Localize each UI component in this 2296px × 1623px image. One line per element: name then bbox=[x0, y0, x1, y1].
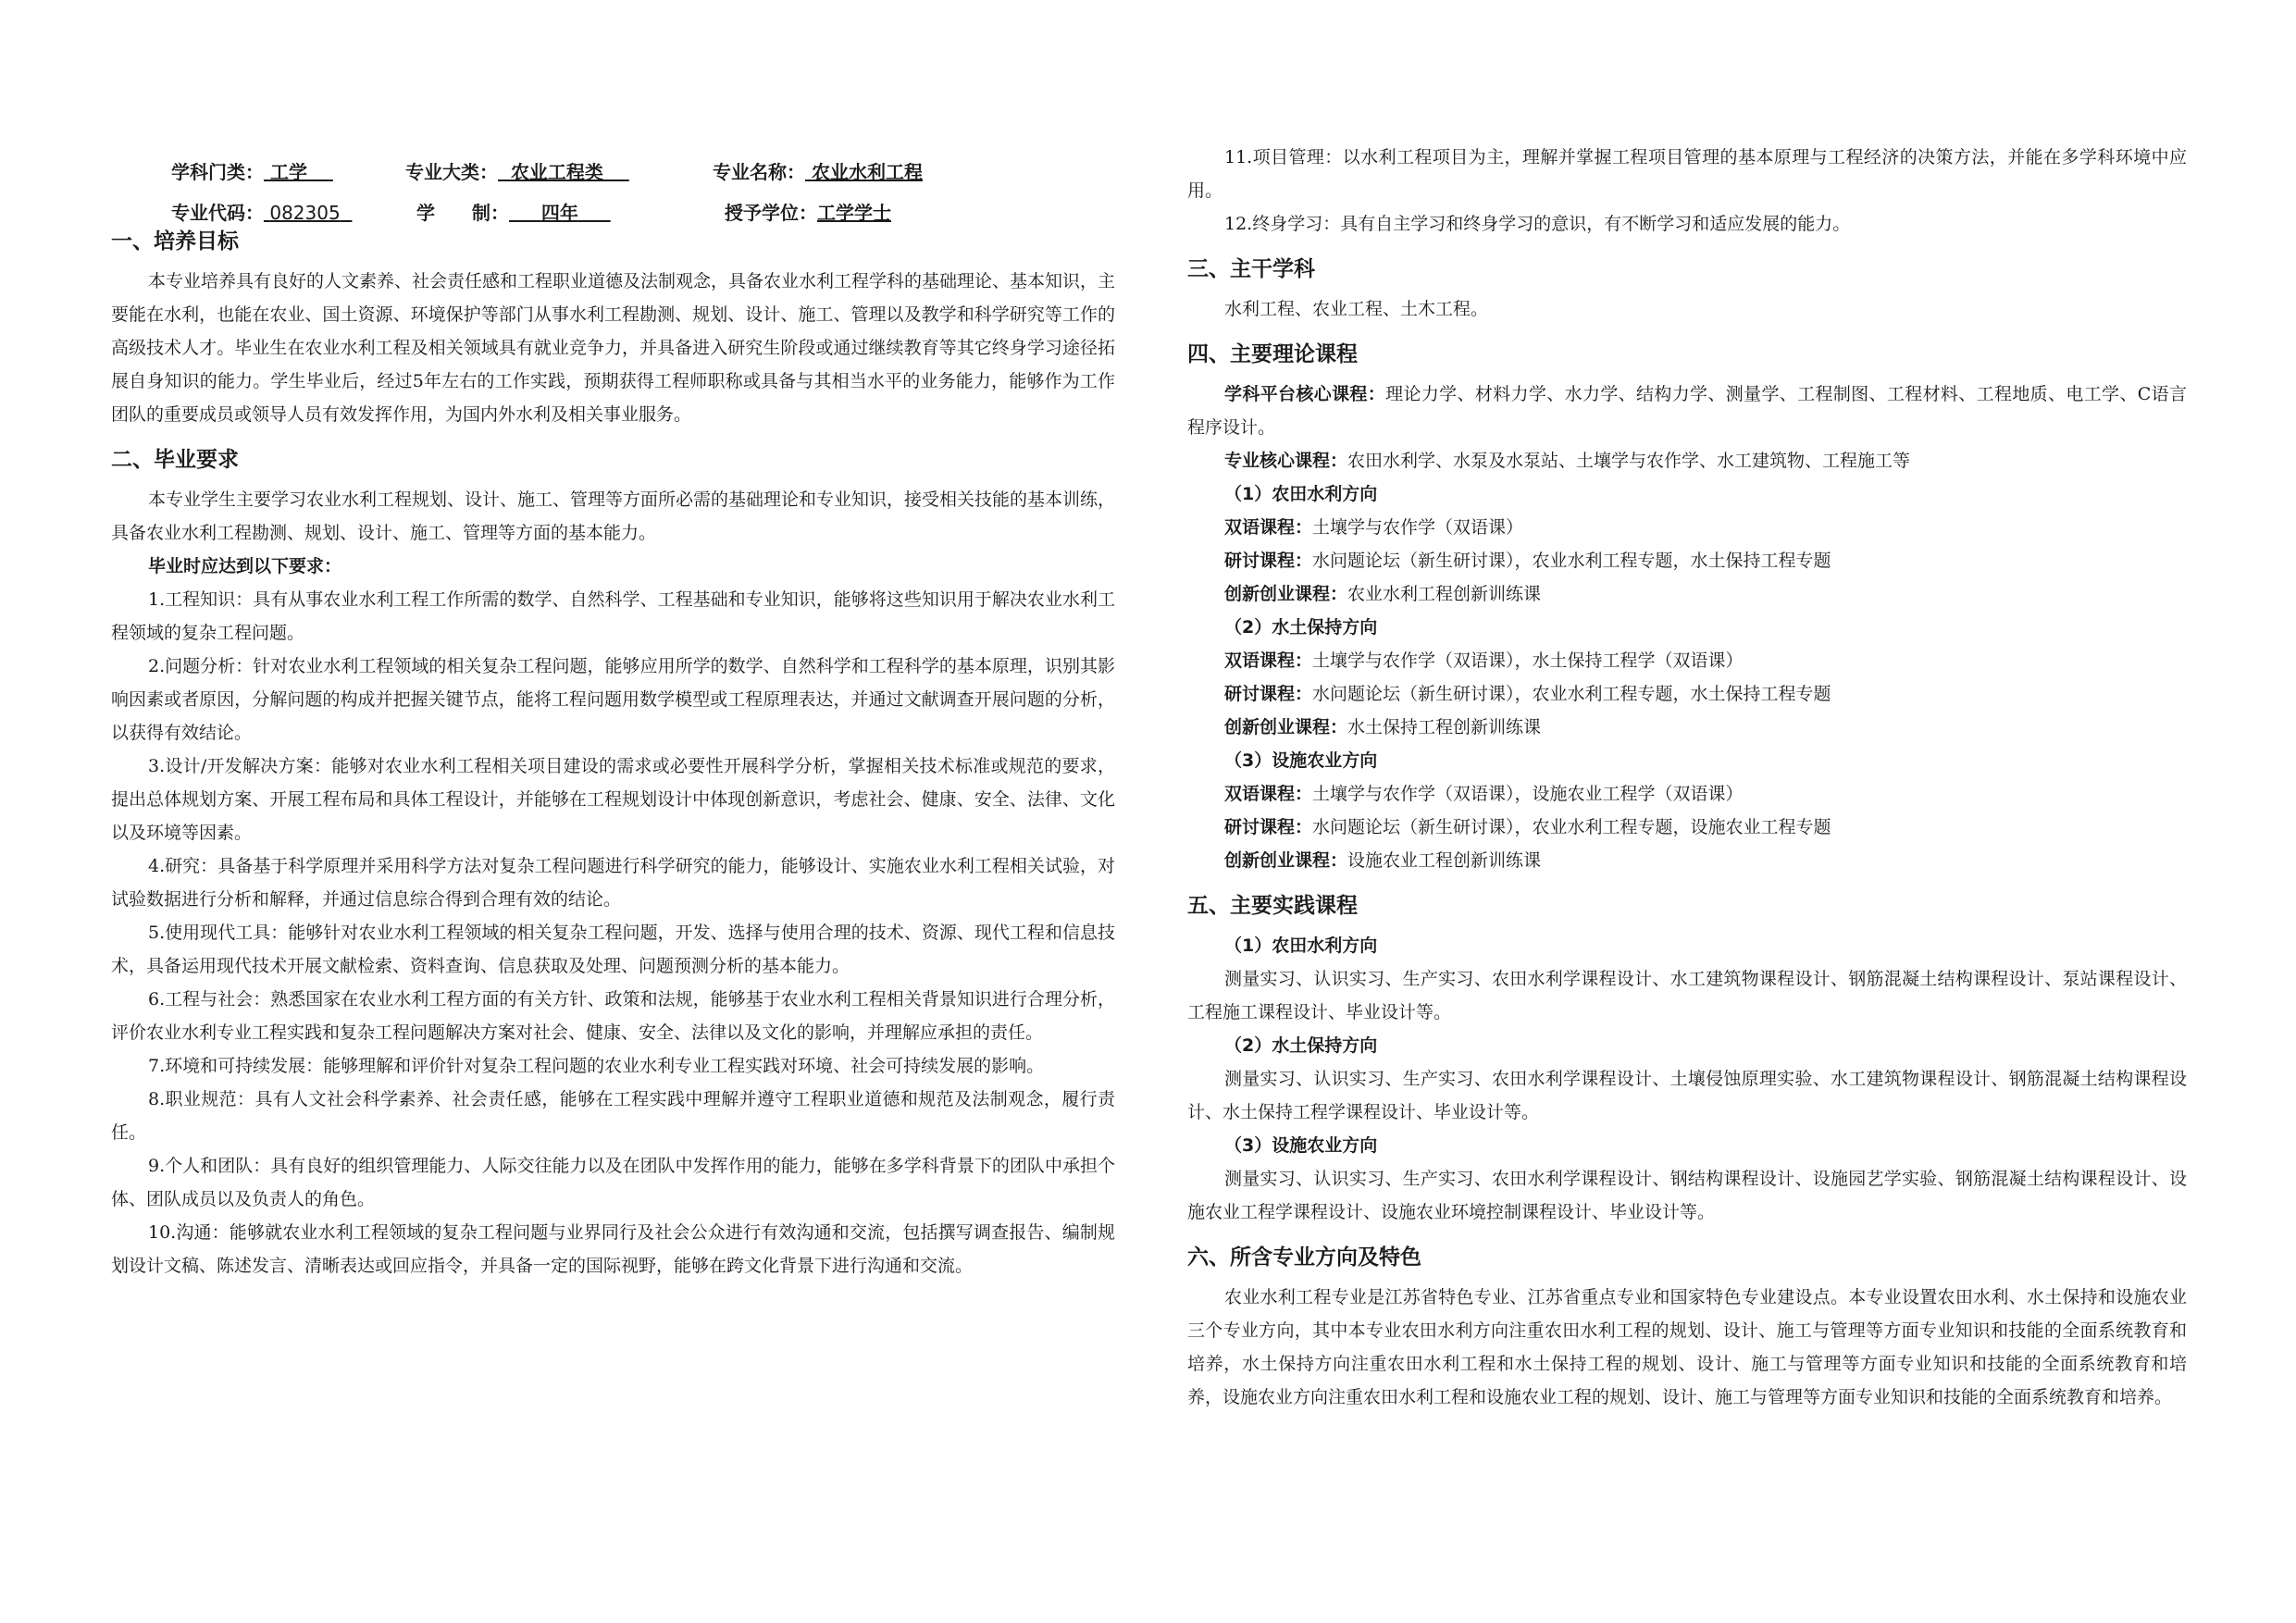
innovation-text: 农业水利工程创新训练课 bbox=[1347, 584, 1542, 604]
innovation-text: 水土保持工程创新训练课 bbox=[1347, 717, 1542, 737]
innovation-text: 设施农业工程创新训练课 bbox=[1347, 850, 1542, 871]
discipline-label: 学科门类： bbox=[171, 161, 264, 183]
bilingual-courses bbox=[1187, 644, 2187, 677]
seminar-courses bbox=[1187, 811, 2187, 844]
platform-label: 学科平台核心课程： bbox=[1224, 384, 1386, 404]
theory-direction-title: （2）水土保持方向 bbox=[1224, 617, 1378, 638]
innovation-courses bbox=[1187, 577, 2187, 611]
major-label: 专业名称： bbox=[713, 161, 805, 183]
section-title-main-disciplines: 三、主干学科 bbox=[1187, 257, 1315, 281]
innovation-label: 创新创业课程： bbox=[1224, 584, 1348, 604]
requirement-item: 11.项目管理：以水利工程项目为主，理解并掌握工程项目管理的基本原理与工程经济的决策方法，并能在多学科环境中应用。 bbox=[1187, 147, 2187, 201]
seminar-label: 研讨课程： bbox=[1224, 684, 1313, 704]
seminar-courses bbox=[1187, 677, 2187, 711]
requirement-item: 5.使用现代工具：能够针对农业水利工程领域的相关复杂工程问题，开发、选择与使用合理的技术、资源、现代工程和信息技术，具备运用现代技术开展文献检索、资料查询、信息获取及处理、问题预测分析的基本能力。 bbox=[111, 923, 1115, 976]
requirements-lead: 毕业时应达到以下要求： bbox=[148, 556, 342, 576]
bilingual-courses bbox=[1187, 777, 2187, 811]
practice-direction-text: 测量实习、认识实习、生产实习、农田水利学课程设计、土壤侵蚀原理实验、水工建筑物课程设计、钢筋混凝土结构课程设计、水土保持工程学课程设计、毕业设计等。 bbox=[1187, 1069, 2187, 1122]
right-column bbox=[1187, 141, 2187, 1414]
section-title-theory-courses: 四、主要理论课程 bbox=[1187, 342, 1358, 366]
bilingual-label: 双语课程： bbox=[1224, 517, 1313, 538]
main-disciplines-text: 水利工程、农业工程、土木工程。 bbox=[1224, 299, 1489, 319]
left-column bbox=[111, 139, 1115, 1282]
degree-field bbox=[725, 198, 891, 225]
innovation-courses bbox=[1187, 711, 2187, 744]
bilingual-label: 双语课程： bbox=[1224, 650, 1313, 671]
degree-label: 授予学位： bbox=[725, 202, 817, 224]
seminar-text: 水问题论坛（新生研讨课），农业水利工程专题，水土保持工程专题 bbox=[1312, 551, 1831, 571]
requirement-item: 4.研究：具备基于科学原理并采用科学方法对复杂工程问题进行科学研究的能力，能够设计、实施农业水利工程相关试验，对试验数据进行分析和解释，并通过信息综合得到合理有效的结论。 bbox=[111, 856, 1115, 910]
seminar-courses bbox=[1187, 544, 2187, 577]
requirement-item: 12.终身学习：具有自主学习和终身学习的意识，有不断学习和适应发展的能力。 bbox=[1224, 214, 1851, 234]
core-text: 农田水利学、水泵及水泵站、土壤学与农作学、水工建筑物、工程施工等 bbox=[1347, 451, 1911, 471]
theory-direction-title: （3）设施农业方向 bbox=[1224, 750, 1378, 771]
seminar-text: 水问题论坛（新生研讨课），农业水利工程专题，设施农业工程专题 bbox=[1312, 817, 1831, 837]
code-label: 专业代码： bbox=[171, 202, 264, 224]
theory-direction-title: （1）农田水利方向 bbox=[1224, 484, 1378, 504]
practice-direction-title: （2）水土保持方向 bbox=[1224, 1035, 1378, 1056]
platform-courses bbox=[1187, 378, 2187, 444]
requirement-item: 1.工程知识：具有从事农业水利工程工作所需的数学、自然科学、工程基础和专业知识，能够将这些知识用于解决农业水利工程领域的复杂工程问题。 bbox=[111, 589, 1115, 643]
bilingual-label: 双语课程： bbox=[1224, 784, 1313, 804]
code-value: 082305 bbox=[269, 202, 341, 224]
duration-field bbox=[416, 198, 611, 225]
section-title-practice-courses: 五、主要实践课程 bbox=[1187, 894, 1358, 918]
requirement-item: 6.工程与社会：熟悉国家在农业水利工程方面的有关方针、政策和法规，能够基于农业水利工程相关背景知识进行合理分析，评价农业水利专业工程实践和复杂工程问题解决方案对社会、健康、安全、法律以及文化的影响，并理解应承担的责任。 bbox=[111, 989, 1115, 1043]
bilingual-text: 土壤学与农作学（双语课） bbox=[1312, 517, 1524, 538]
requirements-intro: 本专业学生主要学习农业水利工程规划、设计、施工、管理等方面所必需的基础理论和专业知识，接受相关技能的基本训练，具备农业水利工程勘测、规划、设计、施工、管理等方面的基本能力。 bbox=[111, 489, 1116, 543]
program-info-row-1 bbox=[111, 139, 1115, 183]
section-title-requirements: 二、毕业要求 bbox=[111, 448, 239, 472]
practice-direction-text: 测量实习、认识实习、生产实习、农田水利学课程设计、水工建筑物课程设计、钢筋混凝土结构课程设计、泵站课程设计、工程施工课程设计、毕业设计等。 bbox=[1187, 969, 2187, 1022]
section-title-objectives: 一、培养目标 bbox=[111, 229, 239, 254]
core-label: 专业核心课程： bbox=[1224, 451, 1348, 471]
program-info-row-2 bbox=[111, 180, 1115, 224]
requirement-item: 3.设计/开发解决方案：能够对农业水利工程相关项目建设的需求或必要性开展科学分析，掌握相关技术标准或规范的要求，提出总体规划方案、开展工程布局和具体工程设计，并能够在工程规划设计中体现创新意识，考虑社会、健康、安全、法律、文化以及环境等因素。 bbox=[111, 756, 1115, 843]
practice-direction-title: （1）农田水利方向 bbox=[1224, 935, 1378, 956]
degree-value: 工学学士 bbox=[817, 202, 891, 224]
seminar-label: 研讨课程： bbox=[1224, 817, 1313, 837]
category-value: 农业工程类 bbox=[510, 161, 603, 183]
platform-text: 理论力学、材料力学、水力学、结构力学、测量学、工程制图、工程材料、工程地质、电工学、C语言程序设计。 bbox=[1187, 384, 2187, 438]
practice-direction-text: 测量实习、认识实习、生产实习、农田水利学课程设计、钢结构课程设计、设施园艺学实验、钢筋混凝土结构课程设计、设施农业工程学课程设计、设施农业环境控制课程设计、毕业设计等。 bbox=[1187, 1169, 2187, 1222]
innovation-label: 创新创业课程： bbox=[1224, 850, 1348, 871]
bilingual-text: 土壤学与农作学（双语课），设施农业工程学（双语课） bbox=[1312, 784, 1744, 804]
features-paragraph: 农业水利工程专业是江苏省特色专业、江苏省重点专业和国家特色专业建设点。本专业设置农田水利、水土保持和设施农业三个专业方向，其中本专业农田水利方向注重农田水利工程的规划、设计、施工与管理等方面专业知识和技能的全面系统教育和培养，水土保持方向注重农田水利工程和水土保持工程的规划、设计、施工与管理等方面专业知识和技能的全面系统教育和培养，设施农业方向注重农田水利工程和设施农业工程的规划、设计、施工与管理等方面专业知识和技能的全面系统教育和培养。 bbox=[1187, 1287, 2187, 1407]
innovation-courses bbox=[1187, 844, 2187, 877]
discipline-value: 工学 bbox=[269, 161, 307, 183]
seminar-text: 水问题论坛（新生研讨课），农业水利工程专题，水土保持工程专题 bbox=[1312, 684, 1831, 704]
core-courses bbox=[1187, 444, 2187, 477]
practice-direction-title: （3）设施农业方向 bbox=[1224, 1135, 1378, 1156]
innovation-label: 创新创业课程： bbox=[1224, 717, 1348, 737]
requirement-item: 10.沟通：能够就农业水利工程领域的复杂工程问题与业界同行及社会公众进行有效沟通和交流，包括撰写调查报告、编制规划设计文稿、陈述发言、清晰表达或回应指令，并具备一定的国际视野，能够在跨文化背景下进行沟通和交流。 bbox=[111, 1222, 1115, 1276]
category-label: 专业大类： bbox=[405, 161, 498, 183]
duration-value: 四年 bbox=[540, 202, 578, 224]
seminar-label: 研讨课程： bbox=[1224, 551, 1313, 571]
section-title-features: 六、所含专业方向及特色 bbox=[1187, 1245, 1421, 1270]
bilingual-courses bbox=[1187, 511, 2187, 544]
major-value: 农业水利工程 bbox=[811, 161, 923, 183]
objectives-paragraph: 本专业培养具有良好的人文素养、社会责任感和工程职业道德及法制观念，具备农业水利工程学科的基础理论、基本知识，主要能在水利，也能在农业、国土资源、环境保护等部门从事水利工程勘测、规划、设计、施工、管理以及教学和科学研究等工作的高级技术人才。毕业生在农业水利工程及相关领域具有就业竞争力，并具备进入研究生阶段或通过继续教育等其它终身学习途径拓展自身知识的能力。学生毕业后，经过5年左右的工作实践，预期获得工程师职称或具备与其相当水平的业务能力，能够作为工作团队的重要成员或领导人员有效发挥作用，为国内外水利及相关事业服务。 bbox=[111, 271, 1116, 425]
bilingual-text: 土壤学与农作学（双语课），水土保持工程学（双语课） bbox=[1312, 650, 1744, 671]
code-field bbox=[171, 198, 352, 225]
requirement-item: 2.问题分析：针对农业水利工程领域的相关复杂工程问题，能够应用所学的数学、自然科学和工程科学的基本原理，识别其影响因素或者原因，分解问题的构成并把握关键节点，能将工程问题用数学模型或工程原理表达，并通过文献调查开展问题的分析，以获得有效结论。 bbox=[111, 656, 1115, 743]
requirement-item: 9.个人和团队：具有良好的组织管理能力、人际交往能力以及在团队中发挥作用的能力，能够在多学科背景下的团队中承担个体、团队成员以及负责人的角色。 bbox=[111, 1156, 1115, 1209]
requirement-item: 7.环境和可持续发展：能够理解和评价针对复杂工程问题的农业水利专业工程实践对环境、社会可持续发展的影响。 bbox=[148, 1056, 1045, 1076]
duration-label: 学 制： bbox=[416, 202, 509, 224]
requirement-item: 8.职业规范：具有人文社会科学素养、社会责任感，能够在工程实践中理解并遵守工程职业道德和规范及法制观念，履行责任。 bbox=[111, 1089, 1115, 1143]
